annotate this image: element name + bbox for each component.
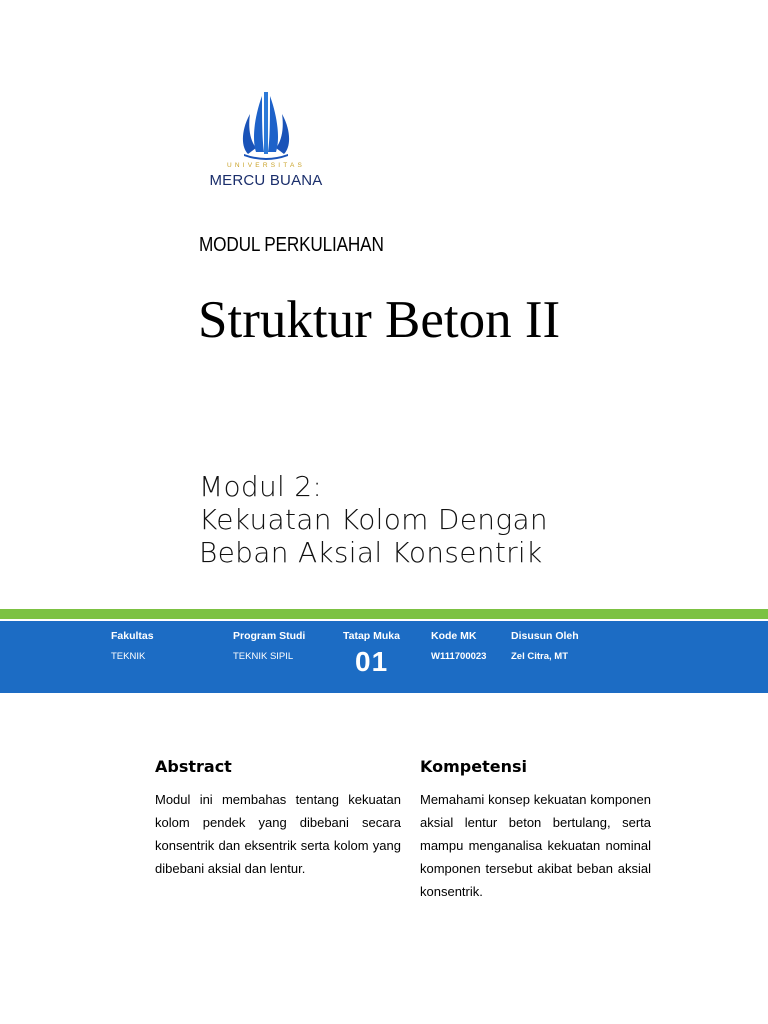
university-logo bbox=[200, 88, 332, 192]
kompetensi-heading: Kompetensi bbox=[420, 757, 527, 776]
prodi-value: TEKNIK SIPIL bbox=[233, 651, 294, 662]
abstract-heading: Abstract bbox=[155, 757, 232, 776]
fakultas-label: Fakultas bbox=[111, 630, 154, 642]
course-title: Struktur Beton II bbox=[198, 291, 561, 349]
mercu-buana-emblem-icon bbox=[200, 88, 332, 162]
module-number: Modul 2: bbox=[199, 470, 323, 503]
disusun-label: Disusun Oleh bbox=[511, 630, 579, 642]
abstract-body: Modul ini membahas tentang kekuatan kolom pendek yang dibebani secara konsentrik dan eksentrik serta kolom yang dibebani aksial dan lentur. bbox=[155, 792, 401, 876]
fakultas-column bbox=[111, 630, 154, 662]
logo-mercu-buana-text: MERCU BUANA bbox=[209, 172, 323, 189]
kompetensi-section bbox=[420, 757, 651, 903]
module-label: MODUL PERKULIAHAN bbox=[199, 234, 384, 256]
module-subtitle bbox=[199, 470, 548, 569]
module-title-line-1: Kekuatan Kolom Dengan bbox=[199, 503, 548, 536]
kompetensi-body: Memahami konsep kekuatan komponen aksial lentur beton bertulang, serta mampu menganalisa kekuatan nominal komponen tersebut akibat beban aksial konsentrik. bbox=[420, 792, 651, 899]
kode-mk-column bbox=[431, 630, 486, 662]
disusun-value: Zel Citra, MT bbox=[511, 651, 569, 662]
tatap-muka-column bbox=[343, 630, 400, 678]
prodi-column bbox=[233, 630, 305, 662]
kode-mk-label: Kode MK bbox=[431, 630, 477, 642]
module-title-line-2: Beban Aksial Konsentrik bbox=[199, 536, 543, 569]
logo-universitas-text: UNIVERSITAS bbox=[226, 162, 306, 169]
disusun-column bbox=[511, 630, 579, 662]
tatap-muka-label: Tatap Muka bbox=[343, 630, 400, 642]
kode-mk-value: W111700023 bbox=[431, 651, 487, 662]
prodi-label: Program Studi bbox=[233, 630, 306, 642]
abstract-section bbox=[155, 757, 401, 880]
fakultas-value: TEKNIK bbox=[111, 651, 146, 662]
tatap-muka-value: 01 bbox=[355, 646, 389, 677]
info-band bbox=[0, 621, 768, 693]
green-divider bbox=[0, 609, 768, 619]
